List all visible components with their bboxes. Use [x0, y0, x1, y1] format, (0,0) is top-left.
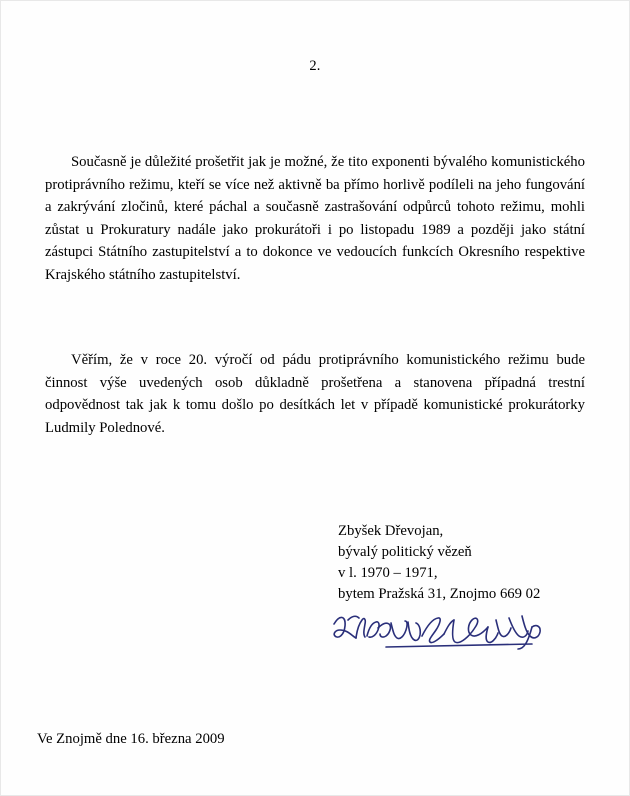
signer-years: v l. 1970 – 1971, [338, 565, 438, 581]
paragraph-1 [45, 151, 585, 286]
signer-address: bytem Pražská 31, Znojmo 669 02 [338, 586, 541, 602]
page-number: 2. [309, 58, 321, 74]
paragraph-1-text: Současně je důležité prošetřit jak je možné, že tito exponenti bývalého komunistického protiprávního režimu, kteří se více než aktivně ba přímo horlivě podíleli na jeho fungování a zakrývání zločinů, které páchal a současně zastrašování odpůrců tohoto režimu, mohli zůstat u Prokuratury nadále jako prokurátoři i po listopadu 1989 a později jako státní zástupci Státního zastupitelství a to dokonce ve vedoucích funkcích Okresního respektive Krajského státního zastupitelství. [45, 154, 585, 283]
signature-block [338, 521, 540, 605]
signer-name: Zbyšek Dřevojan, [338, 523, 444, 539]
footer-date: Ve Znojmě dne 16. března 2009 [37, 731, 225, 747]
paragraph-2-text: Věřím, že v roce 20. výročí od pádu protiprávního komunistického režimu bude činnost výše uvedených osob důkladně prošetřena a stanovena případná trestní odpovědnost tak jak k tomu došlo po desítkách let v případě komunistické prokurátorky Ludmily Polednové. [45, 352, 585, 436]
signer-role: bývalý politický vězeň [338, 544, 472, 560]
handwritten-signature [326, 606, 556, 656]
paragraph-2 [45, 349, 585, 439]
